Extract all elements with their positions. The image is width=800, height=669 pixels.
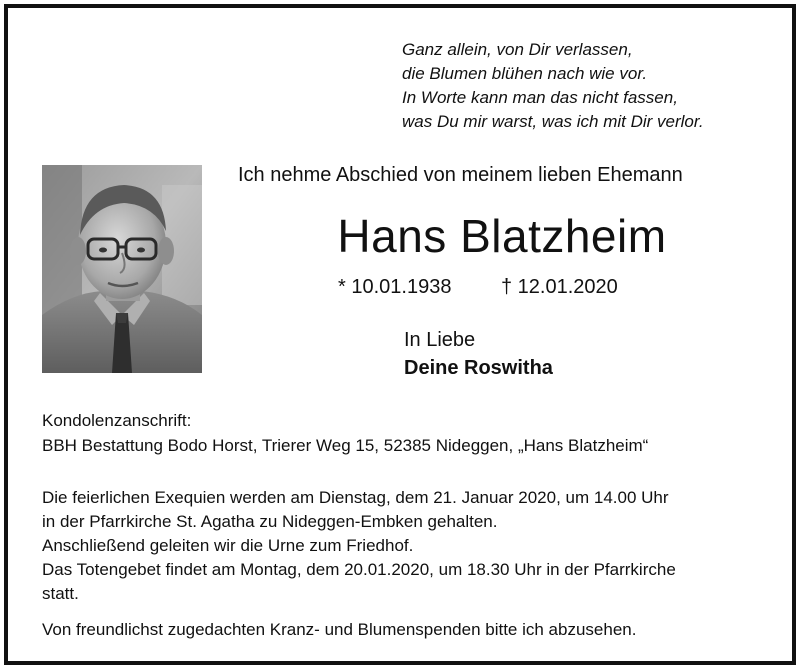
details-line: Das Totengebet findet am Montag, dem 20.01.2020, um 18.30 Uhr in der Pfarrkirche bbox=[42, 560, 676, 579]
memorial-poem bbox=[402, 38, 704, 134]
farewell-line: In Liebe bbox=[404, 329, 476, 351]
death-date: † 12.01.2020 bbox=[501, 276, 618, 298]
condolence-address-text: BBH Bestattung Bodo Horst, Trierer Weg 15, 52385 Nideggen, „Hans Blatzheim“ bbox=[42, 436, 649, 455]
condolence-address bbox=[42, 408, 648, 458]
details-line: Die feierlichen Exequien werden am Dienstag, dem 21. Januar 2020, um 14.00 Uhr bbox=[42, 488, 669, 507]
birth-date: * 10.01.1938 bbox=[338, 276, 452, 298]
farewell-intro: Ich nehme Abschied von meinem lieben Ehemann bbox=[238, 164, 683, 186]
poem-line: was Du mir warst, was ich mit Dir verlor. bbox=[402, 112, 704, 131]
signoff-name: Deine Roswitha bbox=[404, 357, 553, 379]
details-line: Anschließend geleiten wir die Urne zum Friedhof. bbox=[42, 536, 414, 555]
details-line: in der Pfarrkirche St. Agatha zu Nideggen-Embken gehalten. bbox=[42, 512, 498, 531]
condolence-label: Kondolenzanschrift: bbox=[42, 411, 192, 430]
farewell-signature bbox=[404, 326, 553, 382]
life-dates bbox=[338, 274, 618, 300]
flowers-note: Von freundlichst zugedachten Kranz- und Blumenspenden bitte ich abzusehen. bbox=[42, 620, 637, 639]
poem-line: Ganz allein, von Dir verlassen, bbox=[402, 40, 633, 59]
portrait-photo bbox=[42, 165, 202, 373]
service-details bbox=[42, 486, 676, 606]
poem-line: In Worte kann man das nicht fassen, bbox=[402, 88, 678, 107]
poem-line: die Blumen blühen nach wie vor. bbox=[402, 64, 648, 83]
deceased-name: Hans Blatzheim bbox=[337, 210, 667, 262]
details-line: statt. bbox=[42, 584, 79, 603]
obituary-notice bbox=[4, 4, 796, 665]
